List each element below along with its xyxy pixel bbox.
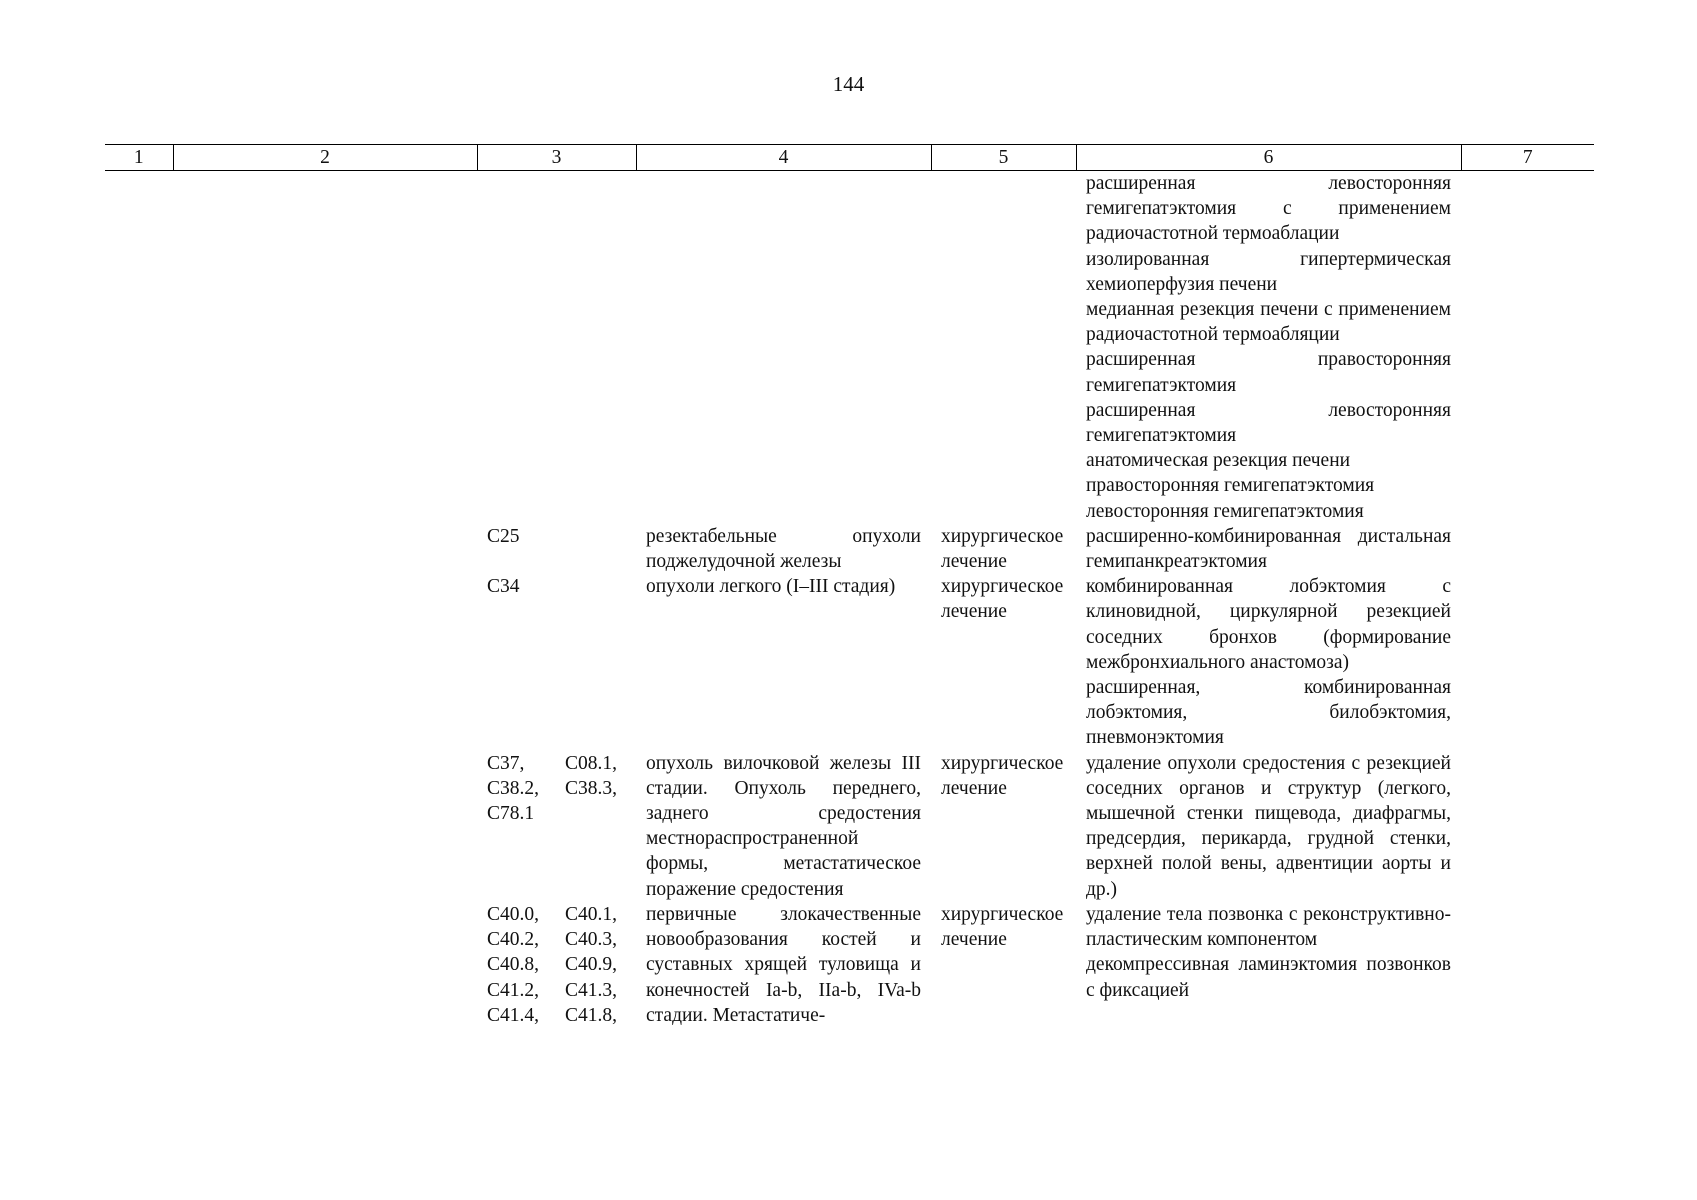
icd-code: C38.2, [487,777,540,799]
table-row [105,171,1594,524]
treatment-text: хирургическое лечение [941,525,1064,573]
column-header-4: 4 [636,145,931,171]
method-entry: удаление опухоли средостения с резекцией соседних органов и структур (легкого, мышечной стенки пищевода, диафрагмы, предсердия, перикарда, грудной стенки, верхней полой вены, адвентиции аорты и др.) [1086,752,1451,900]
table-row [105,751,1594,902]
method-entry: правосторонняя гемигепатэктомия [1086,475,1375,497]
method-entry: анатомическая резекция печени [1086,450,1351,472]
method-entry: медианная резекция печени с применением радиочастотной термоабляции [1086,299,1451,346]
icd-code: C41.8, [565,1004,618,1026]
diagnosis-cell [636,902,931,1028]
icd-code: C41.4, [487,1004,540,1026]
treatment-text: хирургическое лечение [941,903,1064,951]
table-header-row [105,145,1594,171]
table-row [105,902,1594,1028]
methods-cell [1076,171,1461,524]
table-row [105,574,1594,750]
method-entry: расширенная правосторонняя гемигепатэктомия [1086,349,1451,396]
diagnosis-cell [636,524,931,574]
icd-code: C25 [487,525,520,547]
diagnosis-text: резектабельные опухоли поджелудочной железы [646,525,921,573]
method-entry: расширенная левосторонняя гемигепатэктомия [1086,399,1451,447]
method-entry: левосторонняя гемигепатэктомия [1086,500,1364,522]
methods-cell [1076,574,1461,750]
icd-code: C08.1, [565,752,618,774]
diagnosis-cell [636,751,931,902]
icd-code: C40.1, [565,903,618,925]
column-header-2: 2 [173,145,477,171]
codes-cell [477,902,636,1028]
methods-cell [1076,902,1461,1028]
treatment-cell [931,524,1076,574]
diagnosis-cell [636,574,931,750]
column-header-7: 7 [1461,145,1594,171]
diagnosis-text: опухоли легкого (I–III стадия) [646,576,896,598]
treatment-cell [931,902,1076,1028]
icd-code: C40.0, [487,903,540,925]
codes-cell [477,574,636,750]
method-entry: расширенно-комбинированная дистальная гемипанкреатэктомия [1086,525,1451,573]
method-entry: удаление тела позвонка с реконструктивно-пластическим компонентом [1086,903,1451,951]
icd-code: C40.3, [565,929,618,951]
diagnosis-text: опухоль вилочковой железы III стадии. Опухоль переднего, заднего средостения местнораспространенной формы, метастатическое поражение средостения [646,752,921,900]
method-entry: декомпрессивная ламинэктомия позвонков с фиксацией [1086,954,1451,1001]
column-header-1: 1 [105,145,173,171]
icd-code: C40.2, [487,929,540,951]
icd-code: C40.9, [565,954,618,976]
treatment-text: хирургическое лечение [941,752,1064,799]
column-header-3: 3 [477,145,636,171]
method-entry: расширенная левосторонняя гемигепатэктомия с применением радиочастотной термоаблации [1086,173,1451,245]
method-entry: изолированная гипертермическая хемиоперфузия печени [1086,248,1451,295]
treatment-cell [931,751,1076,902]
column-header-6: 6 [1076,145,1461,171]
icd-code: C78.1 [487,803,535,825]
procedures-table [105,144,1594,1028]
method-entry: комбинированная лобэктомия с клиновидной, циркулярной резекцией соседних бронхов (формирование межбронхиального анастомоза) [1086,576,1451,673]
page-number: 144 [832,72,865,96]
icd-code: C34 [487,576,520,598]
methods-cell [1076,524,1461,574]
codes-cell [477,524,636,574]
treatment-cell [931,574,1076,750]
codes-cell [477,751,636,902]
treatment-text: хирургическое лечение [941,576,1064,623]
icd-code: C38.3, [565,777,618,799]
diagnosis-text: первичные злокачественные новообразования костей и суставных хрящей туловища и конечностей Ia-b, IIa-b, IVa-b стадии. Метастатиче- [646,903,921,1026]
column-header-5: 5 [931,145,1076,171]
icd-code: C37, [487,752,525,774]
icd-code: C41.3, [565,979,618,1001]
table-row [105,524,1594,574]
method-entry: расширенная, комбинированная лобэктомия, билобэктомия, пневмонэктомия [1086,677,1451,749]
icd-code: C40.8, [487,954,540,976]
methods-cell [1076,751,1461,902]
icd-code: C41.2, [487,979,540,1001]
